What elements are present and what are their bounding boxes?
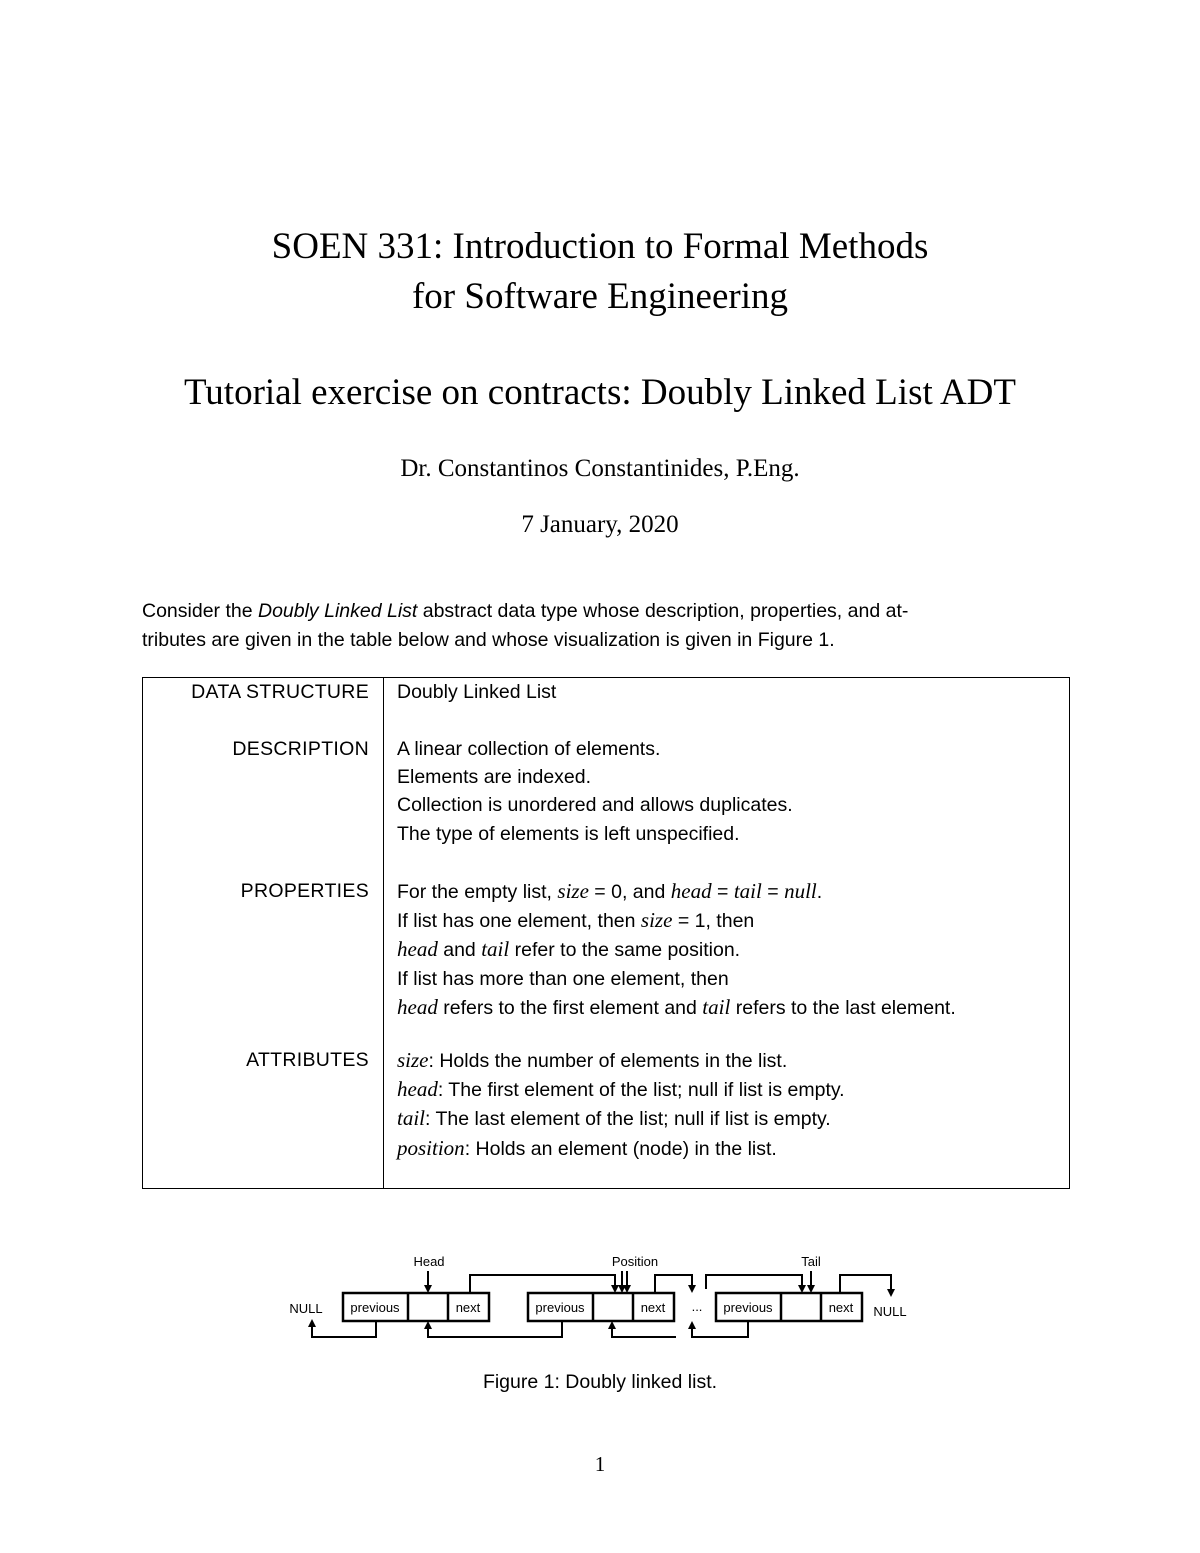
attribute-line: tail: The last element of the list; null if list is empty.: [397, 1106, 831, 1131]
prev-pointer-null: [312, 1321, 376, 1337]
label-data-structure: DATA STRUCTURE: [191, 681, 369, 703]
description-line: Collection is unordered and allows duplicates.: [397, 794, 793, 817]
table-column-divider: [383, 678, 384, 1188]
prev-pointer-3: [692, 1321, 748, 1337]
description-line: Elements are indexed.: [397, 766, 592, 789]
title-block: [0, 222, 1200, 540]
prev-pointer-2: [428, 1321, 562, 1337]
node-2-next: next: [640, 1300, 666, 1315]
description-line: A linear collection of elements.: [397, 738, 661, 760]
value-data-structure: Doubly Linked List: [397, 681, 557, 703]
node-3-next: next: [828, 1300, 854, 1315]
doubly-linked-list-diagram: [280, 1245, 920, 1345]
subtitle: Tutorial exercise on contracts: Doubly Linked List ADT: [183, 372, 1016, 413]
next-pointer-null: [840, 1275, 891, 1293]
adt-table: [142, 677, 1070, 1189]
value-properties: [397, 877, 956, 1022]
property-line: head refers to the first element and tail refers to the last element.: [397, 994, 956, 1019]
label-description: DESCRIPTION: [232, 738, 369, 760]
value-attributes: [397, 1046, 845, 1163]
next-pointer-3-in: [706, 1275, 802, 1289]
node-1: [343, 1293, 489, 1321]
null-right-label: NULL: [873, 1304, 907, 1319]
attribute-line: size: Holds the number of elements in the list.: [397, 1048, 788, 1072]
label-properties: PROPERTIES: [240, 880, 369, 902]
position-label: Position: [611, 1254, 659, 1269]
intro-emphasis: Doubly Linked List: [257, 600, 418, 622]
attribute-line: head: The first element of the list; null if list is empty.: [397, 1077, 845, 1102]
label-attributes: ATTRIBUTES: [246, 1049, 369, 1071]
date: 7 January, 2020: [521, 511, 679, 538]
intro-line-1: Consider the Doubly Linked List abstract data type whose description, properties, and at-: [142, 600, 909, 622]
description-line: The type of elements is left unspecified.: [397, 822, 740, 845]
node-3-previous: previous: [723, 1300, 773, 1315]
page-number: 1: [594, 1452, 606, 1476]
author: Dr. Constantinos Constantinides, P.Eng.: [400, 455, 800, 482]
property-line: If list has one element, then size = 1, then: [397, 908, 755, 933]
property-line: For the empty list, size = 0, and head = tail = null.: [397, 879, 823, 903]
value-description: [397, 735, 793, 848]
node-2-previous: previous: [535, 1300, 585, 1315]
node-1-next: next: [455, 1300, 481, 1315]
intro-line-2: tributes are given in the table below and whose visualization is given in Figure 1.: [142, 629, 835, 651]
title-line-2: for Software Engineering: [411, 276, 789, 317]
ellipsis-label: ...: [691, 1299, 703, 1314]
figure-caption: Figure 1: Doubly linked list.: [482, 1371, 718, 1393]
next-pointer-1: [470, 1275, 615, 1293]
property-line: head and tail refer to the same position.: [397, 937, 741, 962]
node-1-previous: previous: [350, 1300, 400, 1315]
head-label: Head: [413, 1254, 445, 1269]
node-2: [528, 1293, 674, 1321]
node-3: [716, 1293, 862, 1321]
attribute-line: position: Holds an element (node) in the list.: [397, 1135, 777, 1160]
intro-paragraph: [142, 597, 1070, 655]
prev-pointer-mid: [612, 1325, 676, 1337]
null-left-label: NULL: [289, 1301, 323, 1316]
property-line: If list has more than one element, then: [397, 967, 729, 990]
tail-label: Tail: [801, 1254, 821, 1269]
title-line-1: SOEN 331: Introduction to Formal Methods: [271, 226, 929, 267]
next-pointer-2: [655, 1275, 692, 1293]
